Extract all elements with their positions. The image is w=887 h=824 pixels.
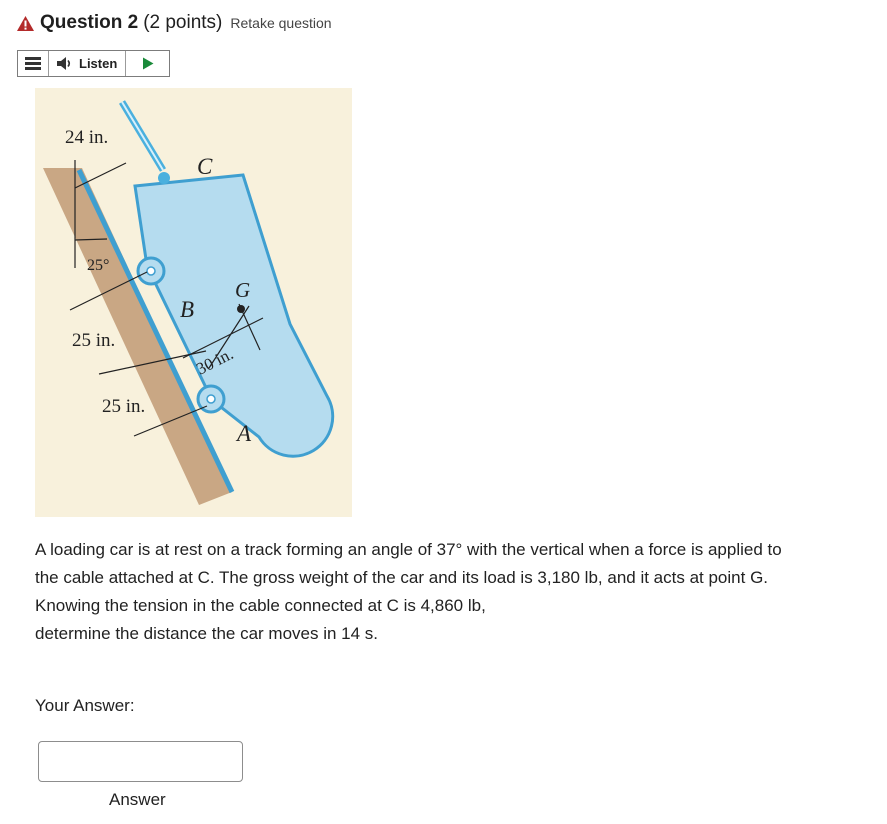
label-point-c: C xyxy=(197,154,213,179)
problem-question: determine the distance the car moves in 14 s. xyxy=(35,624,379,643)
loading-car-diagram xyxy=(35,88,352,517)
label-24in: 24 in. xyxy=(65,127,109,148)
answer-input-label: Answer xyxy=(109,790,166,809)
warning-icon xyxy=(16,15,35,32)
problem-text: A loading car is at rest on a track forming an angle of 37° with the vertical when a force is applied to the cable attached at C. The gross weight of the car and its load is 3,180 lb, and it acts at point G. Knowing the tension in the cable connected at C is 4,860 lb, xyxy=(35,540,782,615)
problem-statement xyxy=(35,536,795,648)
label-point-b: B xyxy=(180,297,195,322)
label-30in: 30 in. xyxy=(193,344,237,379)
cable-anchor xyxy=(158,172,170,184)
play-button[interactable] xyxy=(126,51,169,76)
play-icon xyxy=(142,57,154,70)
menu-button[interactable] xyxy=(18,51,49,76)
question-points: (2 points) xyxy=(143,12,223,33)
answer-input[interactable] xyxy=(38,741,243,782)
label-point-a: A xyxy=(237,421,252,446)
listen-label: Listen xyxy=(79,56,118,71)
listen-button[interactable] xyxy=(49,51,126,76)
label-point-g: G xyxy=(235,278,251,302)
menu-icon xyxy=(25,57,41,70)
answer-prompt: Your Answer: xyxy=(35,696,135,715)
speaker-icon xyxy=(57,57,73,70)
label-25in-lower: 25 in. xyxy=(102,396,146,417)
problem-figure xyxy=(35,88,352,517)
retake-question-link[interactable]: Retake question xyxy=(230,15,332,31)
center-of-gravity xyxy=(237,305,245,313)
question-title: Question 2 xyxy=(40,12,139,33)
label-angle: 25° xyxy=(87,257,110,274)
readspeaker-toolbar xyxy=(17,50,170,77)
question-header xyxy=(16,12,332,34)
label-25in-upper: 25 in. xyxy=(72,330,116,351)
